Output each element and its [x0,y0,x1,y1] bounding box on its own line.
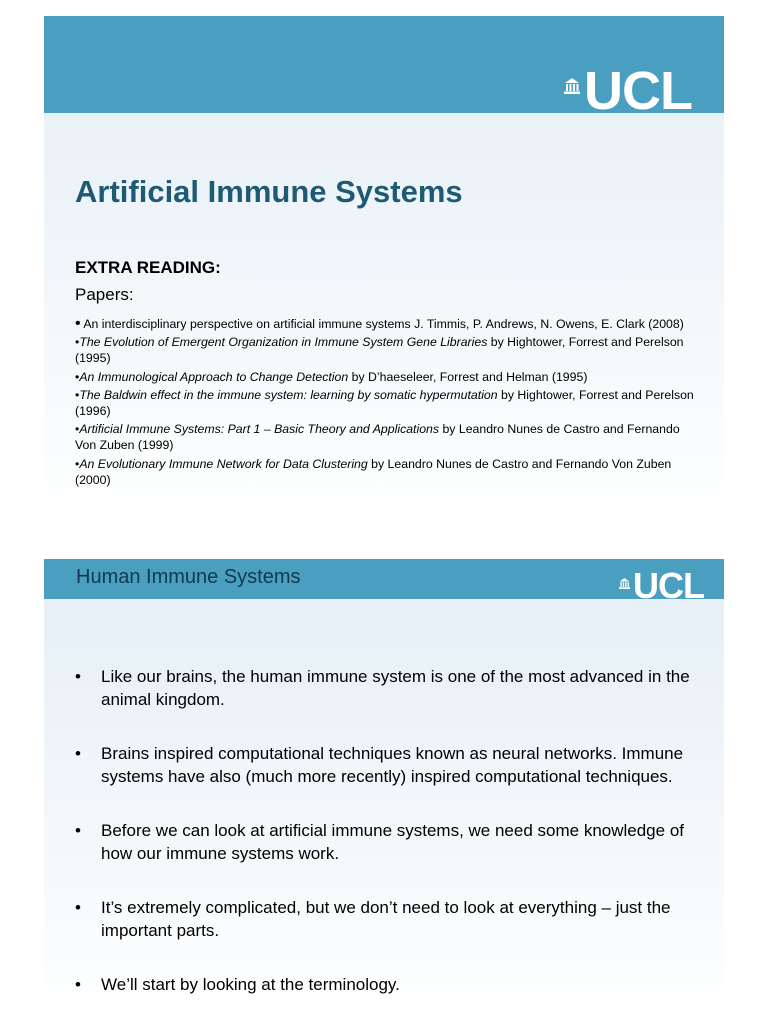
paper-title: The Baldwin effect in the immune system: learning by somatic hypermutation [79,387,498,402]
extra-reading-heading: EXTRA READING: [75,258,221,277]
portico-icon [619,578,630,589]
slide-1 [44,16,724,524]
paper-list [75,316,700,490]
list-item [75,742,695,788]
paper-title: Artificial Immune Systems: Part 1 – Basic Theory and Applications [79,422,440,437]
bullet: • [75,667,81,686]
paper-title: An Evolutionary Immune Network for Data Clustering [79,456,368,471]
bullet-list [75,665,695,1024]
bullet-text: It’s extremely complicated, but we don’t need to look at everything – just the important parts. [101,898,671,940]
bullet-text: Brains inspired computational techniques known as neural networks. Immune systems have also (much more recently) inspired computational techniques. [101,744,684,786]
logo-wordmark: UCL [633,565,704,606]
paper-item [75,316,700,332]
paper-item [75,334,700,366]
slide-2 [44,559,724,1024]
bullet: • [75,387,80,402]
bullet: • [75,335,80,350]
paper-rest: by Leandro Nunes de Castro and Fernando Von Zuben (2000) [75,456,672,487]
ucl-logo [619,565,704,606]
paper-rest: by D’haeseleer, Forrest and Helman (1995) [348,369,588,384]
bullet-text: Like our brains, the human immune system is one of the most advanced in the animal kingdom. [101,667,690,709]
paper-rest: by Hightower, Forrest and Perelson (1995) [75,335,684,366]
paper-item [75,421,700,453]
paper-item [75,456,700,488]
paper-item [75,387,700,419]
paper-rest: An interdisciplinary perspective on artificial immune systems J. Timmis, P. Andrews, N. Owens, E. Clark (2008) [80,317,684,331]
bullet: • [75,315,81,332]
bullet: • [75,422,80,437]
list-item [75,896,695,942]
ucl-logo [564,61,692,121]
bullet-text: Before we can look at artificial immune systems, we need some knowledge of how our immune systems work. [101,821,684,863]
list-item [75,819,695,865]
slide-title: Human Immune Systems [76,566,301,588]
paper-rest: by Leandro Nunes de Castro and Fernando Von Zuben (1999) [75,422,680,453]
logo-wordmark: UCL [584,61,692,121]
list-item [75,665,695,711]
bullet: • [75,821,81,840]
slide-title: Artificial Immune Systems [75,174,463,209]
papers-label: Papers: [75,285,134,304]
bullet: • [75,456,80,471]
bullet-text: We’ll start by looking at the terminology. [101,975,400,994]
portico-icon [564,78,580,94]
bullet: • [75,975,81,994]
paper-title: An Immunological Approach to Change Detection [79,369,349,384]
bullet: • [75,369,80,384]
bullet: • [75,744,81,763]
list-item [75,973,695,996]
paper-item [75,369,700,385]
bullet: • [75,898,81,917]
paper-title: The Evolution of Emergent Organization in Immune System Gene Libraries [79,335,488,350]
paper-rest: by Hightower, Forrest and Perelson (1996) [75,387,694,419]
